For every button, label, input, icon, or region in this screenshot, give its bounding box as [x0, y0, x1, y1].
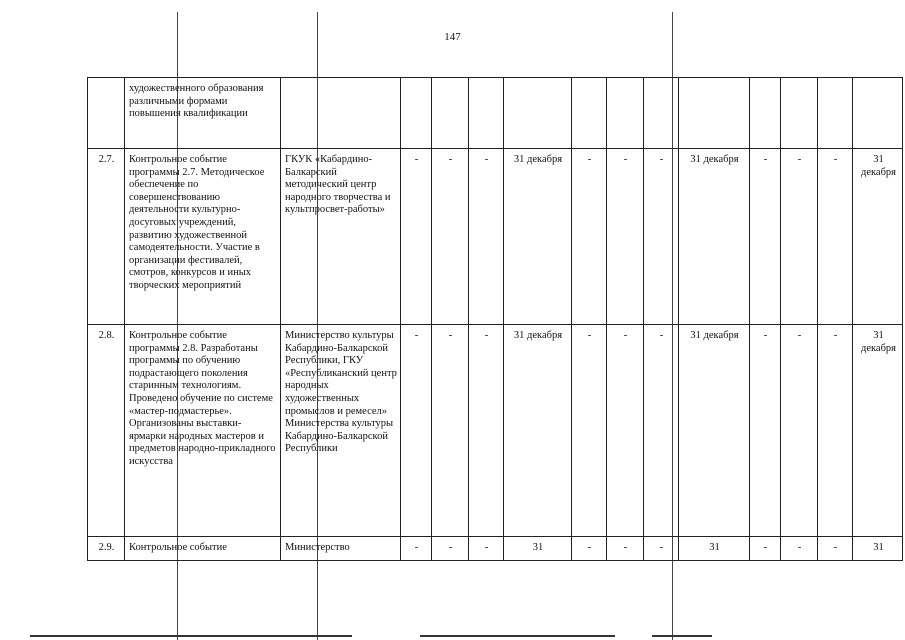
table-row	[88, 537, 903, 561]
event-cell: Контрольное событие программы 2.8. Разработаны программы по обучению подрастающего поколения старинным технологиям. Проведено обучение по системе «мастер-подмастерье». Организованы выставки-ярмарки народных мастеров и предметов народно-прикладного искусства	[125, 325, 281, 537]
event-cell: художественного образования различными формами повышения квалификации	[125, 78, 281, 149]
schedule-cell: -	[607, 537, 644, 561]
schedule-cell: -	[750, 537, 781, 561]
table-row	[88, 78, 903, 149]
schedule-cell: 31 декабря	[504, 149, 572, 325]
schedule-cell: 31 декабря	[853, 325, 903, 537]
schedule-cell: -	[750, 149, 781, 325]
schedule-cell: 31	[853, 537, 903, 561]
schedule-cell	[607, 78, 644, 149]
row-number: 2.8.	[88, 325, 125, 537]
table-row	[88, 149, 903, 325]
scan-rule-bottom-mid	[420, 635, 615, 637]
schedule-cell: -	[781, 537, 818, 561]
schedule-cell	[818, 78, 853, 149]
schedule-cell	[853, 78, 903, 149]
schedule-cell: -	[432, 149, 469, 325]
schedule-cell: -	[644, 149, 679, 325]
schedule-cell: -	[432, 325, 469, 537]
schedule-cell: -	[607, 149, 644, 325]
schedule-cell	[644, 78, 679, 149]
schedule-cell	[401, 78, 432, 149]
schedule-cell	[750, 78, 781, 149]
schedule-cell: -	[401, 325, 432, 537]
page-number: 147	[444, 31, 461, 43]
schedule-cell: -	[469, 149, 504, 325]
schedule-cell	[432, 78, 469, 149]
executor-cell: Министерство культуры Кабардино-Балкарской Республики, ГКУ «Республиканский центр народных художественных промыслов и ремесел» Министерства культуры Кабардино-Балкарской Республики	[281, 325, 401, 537]
schedule-cell: -	[572, 149, 607, 325]
schedule-cell: -	[644, 537, 679, 561]
schedule-cell	[469, 78, 504, 149]
row-number: 2.7.	[88, 149, 125, 325]
schedule-cell: -	[469, 325, 504, 537]
event-cell: Контрольное событие	[125, 537, 281, 561]
schedule-cell	[781, 78, 818, 149]
scan-rule-bottom-left	[30, 635, 352, 637]
schedule-cell	[504, 78, 572, 149]
schedule-cell: -	[781, 325, 818, 537]
events-table	[87, 77, 903, 561]
schedule-cell: -	[607, 325, 644, 537]
schedule-cell: -	[818, 325, 853, 537]
row-number: 2.9.	[88, 537, 125, 561]
table-row	[88, 325, 903, 537]
schedule-cell: 31	[679, 537, 750, 561]
schedule-cell: 31 декабря	[504, 325, 572, 537]
executor-cell: Министерство	[281, 537, 401, 561]
row-number	[88, 78, 125, 149]
schedule-cell: -	[781, 149, 818, 325]
executor-cell	[281, 78, 401, 149]
executor-cell: ГКУК «Кабардино-Балкарский методический центр народного творчества и культпросвет-работы»	[281, 149, 401, 325]
schedule-cell: -	[432, 537, 469, 561]
schedule-cell: 31 декабря	[679, 149, 750, 325]
schedule-cell: -	[572, 537, 607, 561]
schedule-cell: 31	[504, 537, 572, 561]
schedule-cell	[572, 78, 607, 149]
schedule-cell: -	[469, 537, 504, 561]
scan-rule-bottom-right	[652, 635, 712, 637]
schedule-cell: 31 декабря	[679, 325, 750, 537]
schedule-cell: -	[644, 325, 679, 537]
schedule-cell: -	[750, 325, 781, 537]
schedule-cell	[679, 78, 750, 149]
schedule-cell: -	[572, 325, 607, 537]
schedule-cell: -	[818, 537, 853, 561]
event-cell: Контрольное событие программы 2.7. Методическое обеспечение по совершенствованию деятельности культурно-досуговых учреждений, развитию художественной самодеятельности. Участие в организации фестивалей, смотров, конкурсов и иных творческих мероприятий	[125, 149, 281, 325]
schedule-cell: 31 декабря	[853, 149, 903, 325]
schedule-cell: -	[818, 149, 853, 325]
schedule-cell: -	[401, 537, 432, 561]
schedule-cell: -	[401, 149, 432, 325]
